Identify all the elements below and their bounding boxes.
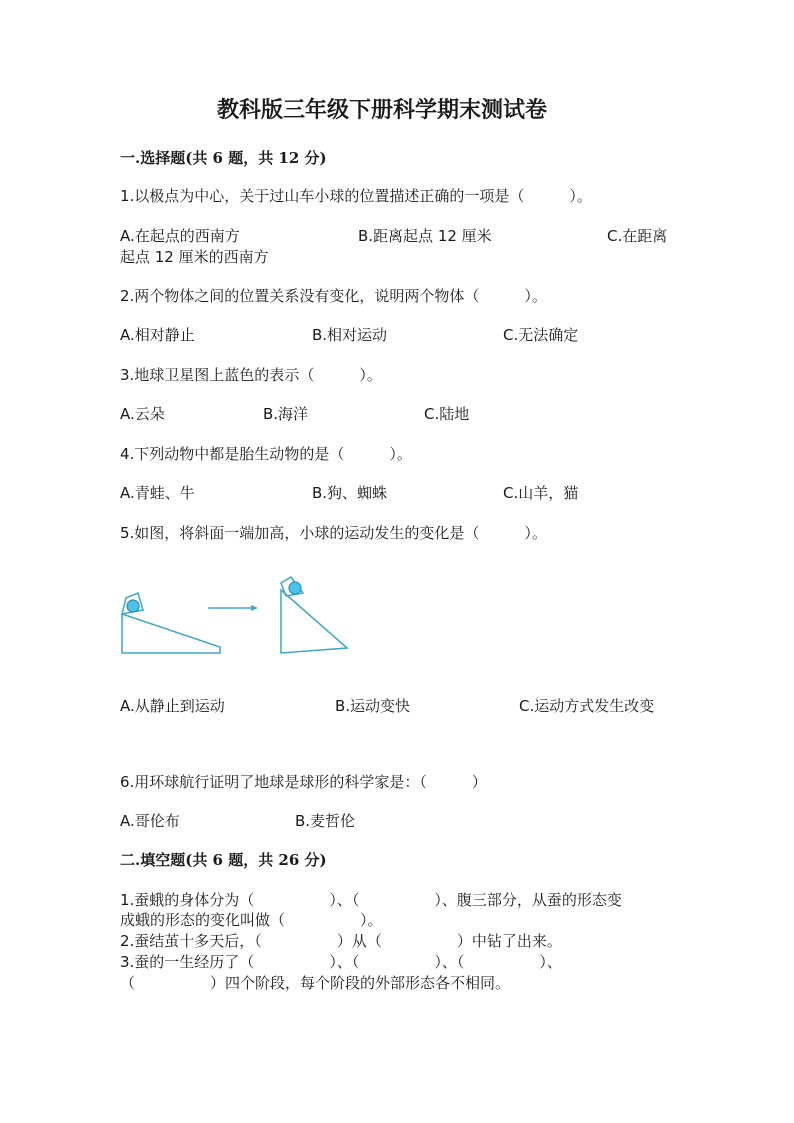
question-2-stem: 2.两个物体之间的位置关系没有变化，说明两个物体（ ）。 — [120, 287, 547, 305]
fill-line-2: 成蛾的形态的变化叫做（ ）。 — [120, 911, 383, 929]
ball-icon — [289, 582, 301, 594]
q4-option-b: B.狗、蜘蛛 — [312, 484, 388, 502]
q5-option-b: B.运动变快 — [335, 697, 411, 715]
question-4-stem: 4.下列动物中都是胎生动物的是（ ）。 — [120, 445, 412, 463]
q4-option-c: C.山羊，猫 — [503, 484, 579, 502]
q1-option-c-continued: 起点 12 厘米的西南方 — [120, 248, 269, 266]
q6-option-a: A.哥伦布 — [120, 812, 180, 830]
high-incline-triangle — [281, 590, 347, 653]
section-heading-fill: 二.填空题(共 6 题，共 26 分) — [120, 851, 327, 869]
question-6-stem: 6.用环球航行证明了地球是球形的科学家是：（ ） — [120, 773, 487, 791]
q1-option-a: A.在起点的西南方 — [120, 227, 240, 245]
section-heading-choice: 一.选择题(共 6 题，共 12 分) — [120, 149, 327, 167]
question-5-stem: 5.如图，将斜面一端加高，小球的运动发生的变化是（ ）。 — [120, 524, 547, 542]
question-3-stem: 3.地球卫星图上蓝色的表示（ ）。 — [120, 366, 382, 384]
ball-icon — [127, 600, 139, 612]
fill-line-3: 2.蚕结茧十多天后，（ ）从（ ）中钻了出来。 — [120, 932, 562, 950]
q4-option-a: A.青蛙、牛 — [120, 484, 195, 502]
q2-option-b: B.相对运动 — [312, 326, 388, 344]
q3-option-c: C.陆地 — [424, 405, 470, 423]
q3-option-b: B.海洋 — [263, 405, 309, 423]
q3-option-a: A.云朵 — [120, 405, 165, 423]
q5-option-c: C.运动方式发生改变 — [519, 697, 655, 715]
q1-option-c: C.在距离 — [607, 227, 668, 245]
q1-option-b: B.距离起点 12 厘米 — [358, 227, 492, 245]
q2-option-c: C.无法确定 — [503, 326, 579, 344]
fill-line-1: 1.蚕蛾的身体分为（ ）、（ ）、腹三部分，从蚕的形态变 — [120, 891, 622, 909]
low-incline-left-side — [122, 614, 220, 653]
arrow-head-icon — [251, 605, 258, 611]
page-title: 教科版三年级下册科学期末测试卷 — [217, 97, 548, 123]
fill-line-5: （ ）四个阶段，每个阶段的外部形态各不相同。 — [120, 974, 511, 992]
fill-line-4: 3.蚕的一生经历了（ ）、（ ）、（ ）、 — [120, 953, 562, 971]
incline-figure — [115, 570, 375, 665]
question-1-stem: 1.以极点为中心，关于过山车小球的位置描述正确的一项是（ ）。 — [120, 187, 592, 205]
q6-option-b: B.麦哲伦 — [295, 812, 356, 830]
q2-option-a: A.相对静止 — [120, 326, 195, 344]
q5-option-a: A.从静止到运动 — [120, 697, 225, 715]
